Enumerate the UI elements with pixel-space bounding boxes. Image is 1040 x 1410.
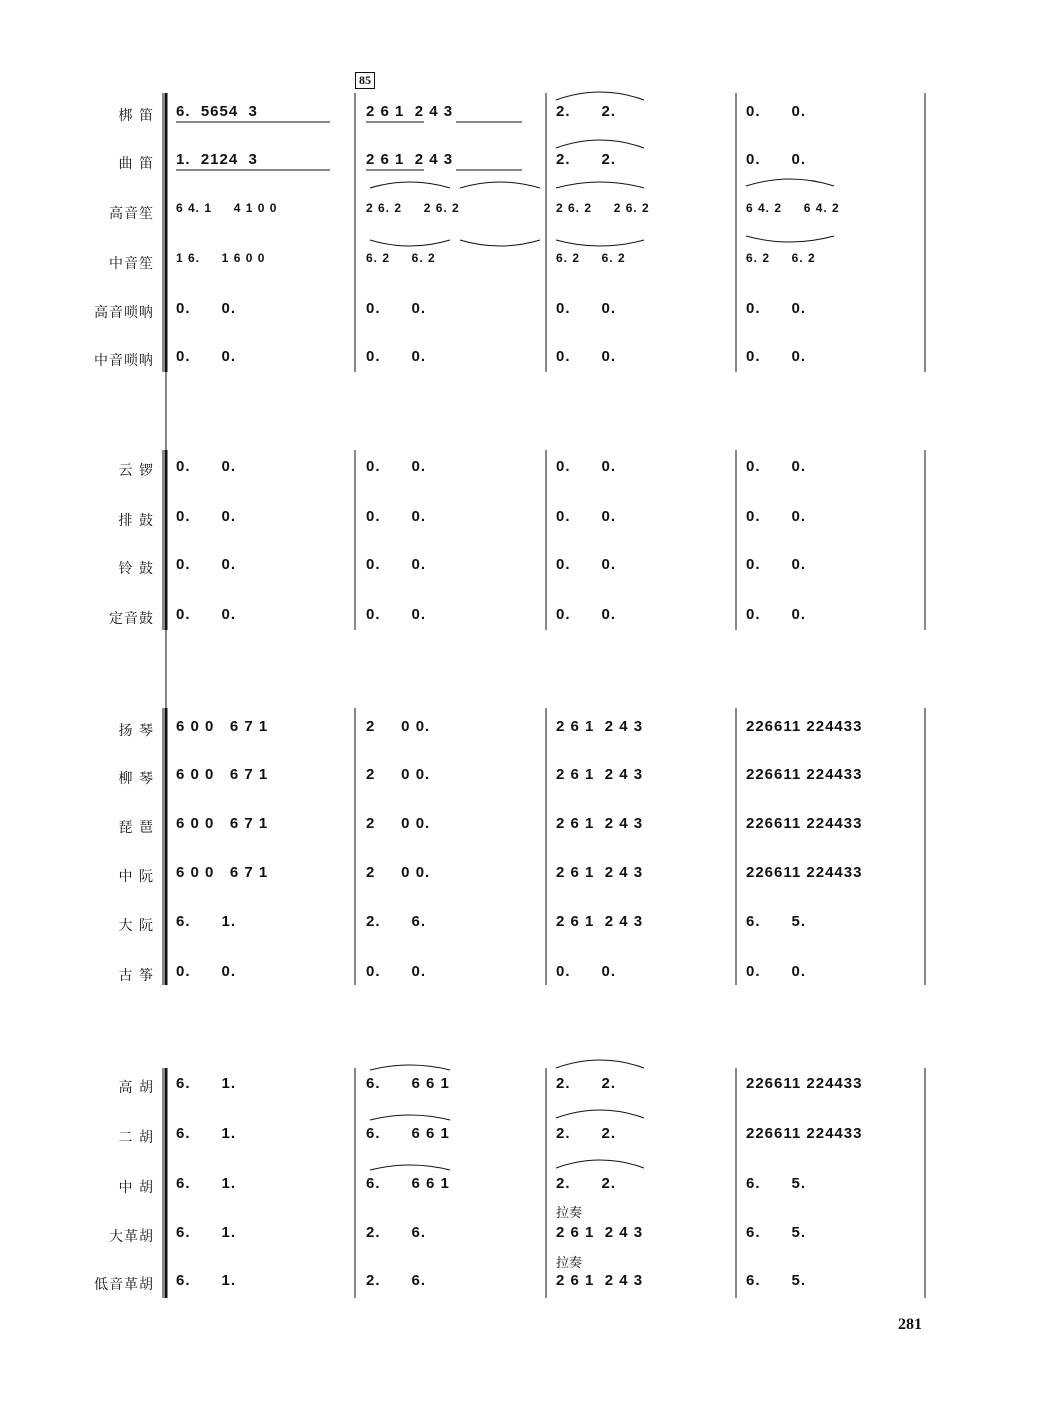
instrument-label: 中 阮: [118, 869, 154, 885]
bar-2: 2. 6.: [366, 1272, 427, 1289]
instrument-label: 古 筝: [118, 968, 154, 984]
bar-1: 6 0 0 6 7 1: [176, 718, 269, 735]
bar-3: 2 6 1 2 4 3: [556, 718, 644, 735]
bar-4: 6. 2 6. 2: [746, 251, 816, 265]
bar-3: 0. 0.: [556, 606, 617, 623]
instrument-label: 高 胡: [118, 1080, 154, 1096]
bar-4: 226611 224433: [746, 1125, 863, 1142]
bar-3: 2. 2.: [556, 1075, 617, 1092]
bar-1: 0. 0.: [176, 963, 237, 980]
bar-4: 226611 224433: [746, 718, 863, 735]
bar-3: 2. 2.: [556, 151, 617, 168]
bar-2: 0. 0.: [366, 458, 427, 475]
bar-2: 2 0 0.: [366, 766, 431, 783]
bar-1: 0. 0.: [176, 606, 237, 623]
rehearsal-mark: 85: [355, 72, 375, 89]
bar-3: 2 6 1 2 4 3: [556, 1272, 644, 1289]
bowing-annotation: 拉奏: [556, 1206, 583, 1221]
instrument-label: 大革胡: [109, 1229, 154, 1245]
bar-4: 0. 0.: [746, 348, 807, 365]
bar-2: 0. 0.: [366, 300, 427, 317]
bar-1: 0. 0.: [176, 300, 237, 317]
bar-4: 0. 0.: [746, 151, 807, 168]
bar-2: 2. 6.: [366, 913, 427, 930]
bar-2: 0. 0.: [366, 556, 427, 573]
bar-1: 6 0 0 6 7 1: [176, 815, 269, 832]
bar-4: 0. 0.: [746, 103, 807, 120]
bar-4: 0. 0.: [746, 963, 807, 980]
bar-3: 0. 0.: [556, 556, 617, 573]
bar-2: 2 0 0.: [366, 864, 431, 881]
bar-1: 0. 0.: [176, 508, 237, 525]
bar-2: 0. 0.: [366, 508, 427, 525]
instrument-label: 云 锣: [118, 463, 154, 479]
bowing-annotation: 拉奏: [556, 1256, 583, 1271]
instrument-label: 大 阮: [118, 918, 154, 934]
bar-3: 0. 0.: [556, 508, 617, 525]
bar-1: 1 6. 1 6 0 0: [176, 251, 266, 265]
instrument-label: 定音鼓: [109, 611, 154, 627]
bar-2: 0. 0.: [366, 348, 427, 365]
instrument-label: 铃 鼓: [118, 561, 154, 577]
bar-4: 6. 5.: [746, 1175, 807, 1192]
instrument-label: 低音革胡: [94, 1277, 154, 1293]
instrument-label: 中音笙: [109, 256, 154, 272]
bar-3: 0. 0.: [556, 963, 617, 980]
bar-1: 6. 1.: [176, 1175, 237, 1192]
bar-3: 2 6 1 2 4 3: [556, 815, 644, 832]
bar-4: 0. 0.: [746, 458, 807, 475]
bar-1: 6. 1.: [176, 1224, 237, 1241]
bar-4: 6. 5.: [746, 1224, 807, 1241]
bar-2: 0. 0.: [366, 963, 427, 980]
bar-1: 6 0 0 6 7 1: [176, 864, 269, 881]
bar-1: 1. 2124 3: [176, 151, 258, 168]
instrument-label: 梆 笛: [118, 108, 154, 124]
bar-4: 0. 0.: [746, 556, 807, 573]
bar-1: 6. 1.: [176, 1125, 237, 1142]
bar-3: 2 6 1 2 4 3: [556, 864, 644, 881]
bar-1: 6 0 0 6 7 1: [176, 766, 269, 783]
bar-2: 2. 6.: [366, 1224, 427, 1241]
bar-3: 0. 0.: [556, 458, 617, 475]
bar-4: 226611 224433: [746, 766, 863, 783]
bar-3: 0. 0.: [556, 348, 617, 365]
bar-4: 6 4. 2 6 4. 2: [746, 201, 840, 215]
bar-1: 6. 1.: [176, 913, 237, 930]
instrument-label: 琵 琶: [118, 820, 154, 836]
bar-4: 0. 0.: [746, 300, 807, 317]
bar-2: 2 6 1 2 4 3: [366, 151, 454, 168]
bar-2: 6. 2 6. 2: [366, 251, 436, 265]
instrument-label: 高音唢呐: [94, 305, 154, 321]
bar-1: 0. 0.: [176, 556, 237, 573]
bar-1: 6. 1.: [176, 1272, 237, 1289]
bar-2: 6. 6 6 1: [366, 1125, 450, 1142]
bar-1: 0. 0.: [176, 348, 237, 365]
bar-4: 0. 0.: [746, 606, 807, 623]
bar-4: 6. 5.: [746, 1272, 807, 1289]
bar-2: 2 0 0.: [366, 815, 431, 832]
bar-1: 0. 0.: [176, 458, 237, 475]
bar-2: 2 6 1 2 4 3: [366, 103, 454, 120]
bar-3: 2. 2.: [556, 1175, 617, 1192]
bar-4: 226611 224433: [746, 864, 863, 881]
instrument-label: 柳 琴: [118, 771, 154, 787]
instrument-label: 曲 笛: [118, 156, 154, 172]
bar-3: 2 6. 2 2 6. 2: [556, 201, 650, 215]
bar-3: 6. 2 6. 2: [556, 251, 626, 265]
bar-3: 2. 2.: [556, 1125, 617, 1142]
bar-3: 0. 0.: [556, 300, 617, 317]
bar-4: 226611 224433: [746, 815, 863, 832]
bar-4: 6. 5.: [746, 913, 807, 930]
instrument-label: 中音唢呐: [94, 353, 154, 369]
instrument-label: 排 鼓: [118, 513, 154, 529]
bar-3: 2 6 1 2 4 3: [556, 1224, 644, 1241]
instrument-label: 二 胡: [118, 1130, 154, 1146]
bar-2: 0. 0.: [366, 606, 427, 623]
bar-4: 0. 0.: [746, 508, 807, 525]
instrument-label: 高音笙: [109, 206, 154, 222]
bar-2: 2 6. 2 2 6. 2: [366, 201, 460, 215]
bar-2: 6. 6 6 1: [366, 1175, 450, 1192]
bar-2: 6. 6 6 1: [366, 1075, 450, 1092]
bar-2: 2 0 0.: [366, 718, 431, 735]
bar-1: 6. 1.: [176, 1075, 237, 1092]
bar-3: 2 6 1 2 4 3: [556, 913, 644, 930]
bar-1: 6. 5654 3: [176, 103, 258, 120]
bar-1: 6 4. 1 4 1 0 0: [176, 201, 278, 215]
bar-4: 226611 224433: [746, 1075, 863, 1092]
bar-3: 2 6 1 2 4 3: [556, 766, 644, 783]
page-number: 281: [898, 1316, 922, 1333]
instrument-label: 扬 琴: [118, 723, 154, 739]
bar-3: 2. 2.: [556, 103, 617, 120]
instrument-label: 中 胡: [118, 1180, 154, 1196]
